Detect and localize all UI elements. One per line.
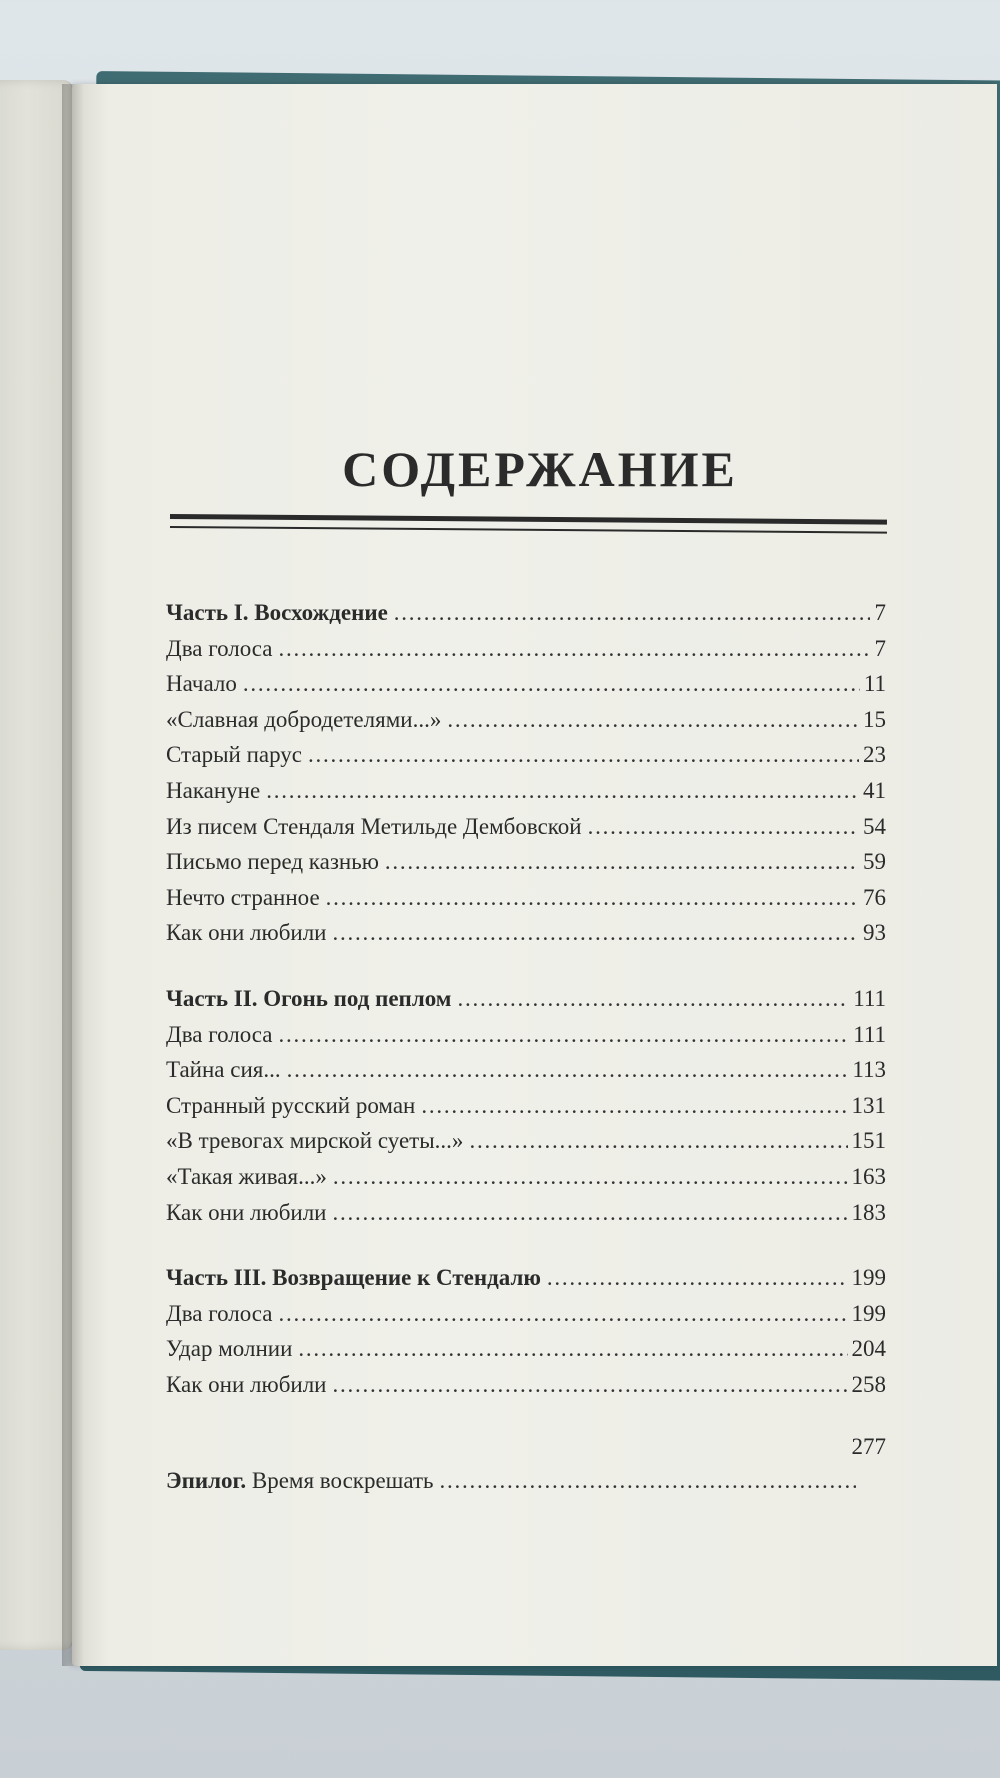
toc-entry: [166, 1200, 886, 1226]
toc-entry: [166, 671, 886, 697]
toc-entry: [166, 920, 886, 946]
toc-entry-title: Письмо перед казнью: [166, 849, 379, 875]
toc-part-title: Часть III. Возвращение к Стендалю: [166, 1265, 541, 1291]
toc-entry-title: Как они любили: [166, 1372, 327, 1397]
dot-leader: [457, 986, 849, 1012]
epilogue-label-bold: Эпилог.: [166, 1467, 247, 1493]
toc-page-number: 11: [863, 671, 886, 697]
toc-epilogue: [166, 1468, 856, 1494]
spine-shadow: [62, 84, 84, 1666]
toc-entry-title: Тайна сия...: [166, 1057, 281, 1083]
toc-page-number: 131: [851, 1092, 886, 1118]
toc-entry: [166, 636, 886, 662]
toc-page-number: 113: [852, 1057, 886, 1083]
toc-entry-title: Из писем Стендаля Метильде Дембовской: [166, 813, 582, 839]
toc-page-number: 7: [874, 635, 886, 661]
dot-leader: [243, 671, 860, 697]
toc-page-number: 111: [853, 1021, 886, 1047]
dot-leader: [326, 885, 859, 911]
dot-leader: [279, 1022, 850, 1048]
toc-page-number: 59: [863, 849, 886, 875]
toc-page-number: 54: [863, 813, 886, 839]
dot-leader: [298, 1336, 847, 1362]
toc-entry-title: Два голоса: [166, 635, 273, 661]
toc-part-title: Часть I. Восхождение: [166, 600, 388, 625]
toc-entry: [166, 814, 886, 840]
toc-entry-title: Странный русский роман: [166, 1092, 416, 1118]
toc-entry: [166, 1336, 886, 1362]
dot-leader: [469, 1128, 847, 1154]
dot-leader: [287, 1057, 849, 1083]
toc-page-number: 76: [863, 884, 886, 910]
toc-entry-title: Удар молнии: [166, 1336, 293, 1362]
toc-page-number: 151: [851, 1128, 886, 1154]
toc-entry: [166, 1164, 886, 1190]
dot-leader: [440, 1468, 856, 1494]
toc-page-number: 204: [851, 1336, 886, 1362]
toc-page-number: 163: [851, 1164, 886, 1189]
toc-part-heading: [166, 600, 886, 626]
toc-entry: [166, 1301, 886, 1327]
dot-leader: [333, 920, 860, 946]
toc-entry: [166, 778, 886, 804]
toc-entry-title: Начало: [166, 671, 237, 697]
toc-entry-title: Как они любили: [166, 920, 327, 946]
dot-leader: [279, 1301, 848, 1327]
toc-entry-title: Как они любили: [166, 1199, 327, 1225]
epilogue-page-number: 277: [851, 1433, 886, 1459]
toc-part-heading: [166, 986, 886, 1012]
dot-leader: [333, 1372, 848, 1398]
toc-entry: [166, 1372, 886, 1398]
dot-leader: [447, 707, 859, 733]
toc-entry-title: «Такая живая...»: [166, 1164, 327, 1189]
toc-entry: [166, 707, 886, 733]
dot-leader: [385, 849, 859, 875]
toc-entry-title: «Славная добродетелями...»: [166, 706, 442, 732]
toc-entry-title: Старый парус: [166, 742, 303, 768]
dot-leader: [547, 1265, 848, 1291]
toc-page-number: 7: [874, 600, 886, 625]
toc-entry-title: «В тревогах мирской суеты...»: [166, 1128, 464, 1154]
dot-leader: [421, 1093, 847, 1119]
dot-leader: [266, 778, 859, 804]
toc-page-number: 15: [863, 706, 886, 732]
toc-entry: [166, 885, 886, 911]
toc-entry-title: Два голоса: [166, 1021, 273, 1047]
page-title: СОДЕРЖАНИЕ: [342, 441, 738, 497]
epilogue-title: [166, 1468, 440, 1494]
toc-entry: [166, 849, 886, 875]
dot-leader: [308, 742, 859, 768]
toc-page-number: 93: [863, 920, 886, 946]
toc-page-number: 111: [853, 986, 886, 1011]
toc-entry-title: Нечто странное: [166, 884, 320, 910]
toc-page-number: 41: [863, 778, 886, 803]
dot-leader: [588, 814, 859, 840]
toc-entry: [166, 1128, 886, 1154]
toc-page-number: 258: [851, 1372, 886, 1397]
toc-page-number: 199: [851, 1300, 886, 1326]
toc-entry-title: Два голоса: [166, 1300, 273, 1326]
dot-leader: [333, 1164, 848, 1190]
toc-entry: [166, 1022, 886, 1048]
toc-entry-title: Накануне: [166, 778, 261, 803]
toc-entry: [166, 1057, 886, 1083]
dot-leader: [279, 636, 870, 662]
toc-part-heading: [166, 1265, 886, 1291]
toc-page-number: 199: [851, 1265, 886, 1291]
dot-leader: [333, 1200, 848, 1226]
toc-entry: [166, 1093, 886, 1119]
epilogue-label-rest: Время воскрешать: [251, 1467, 434, 1493]
toc-entry: [166, 742, 886, 768]
toc-page-number: 183: [851, 1199, 886, 1225]
dot-leader: [394, 600, 870, 626]
toc-page-number: 23: [863, 742, 886, 768]
toc-part-title: Часть II. Огонь под пеплом: [166, 986, 452, 1011]
